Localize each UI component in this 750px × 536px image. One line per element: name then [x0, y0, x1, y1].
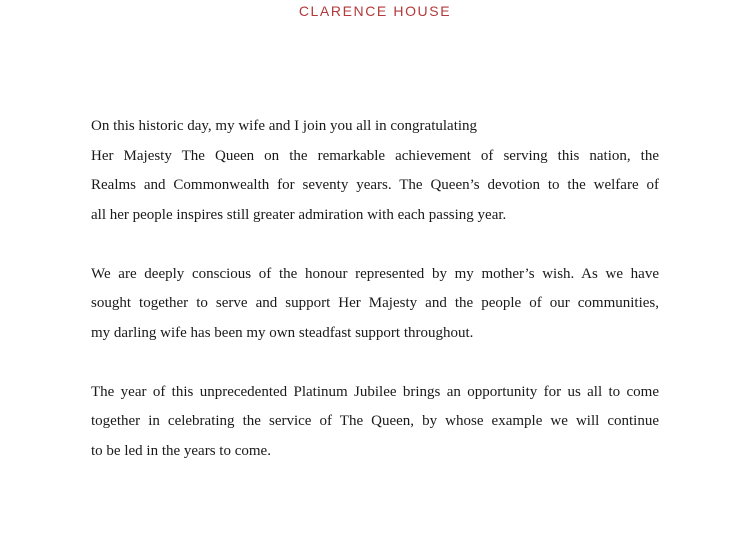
paragraph-line: Realms and Commonwealth for seventy years. The Queen’s devotion to the welfare of [91, 177, 659, 193]
paragraph-line: sought together to serve and support Her Majesty and the people of our communities, [91, 295, 659, 311]
letterhead-title: CLARENCE HOUSE [298, 3, 452, 19]
paragraph-line: We are deeply conscious of the honour represented by my mother’s wish. As we have [91, 265, 659, 282]
paragraph-line: together in celebrating the service of The Queen, by whose example we will continue [91, 413, 659, 429]
letter-body [91, 112, 659, 496]
paragraph-2 [91, 260, 659, 349]
paragraph-line: The year of this unprecedented Platinum Jubilee brings an opportunity for us all to come [91, 383, 659, 400]
paragraph-line: my darling wife has been my own steadfast support throughout. [91, 324, 474, 341]
paragraph-1 [91, 112, 659, 230]
paragraph-line: all her people inspires still greater admiration with each passing year. [91, 206, 507, 223]
paragraph-line: to be led in the years to come. [91, 442, 271, 459]
paragraph-3 [91, 378, 659, 467]
paragraph-line: Her Majesty The Queen on the remarkable achievement of serving this nation, the [91, 147, 659, 164]
paragraph-line: On this historic day, my wife and I join you all in congratulating [91, 118, 478, 134]
